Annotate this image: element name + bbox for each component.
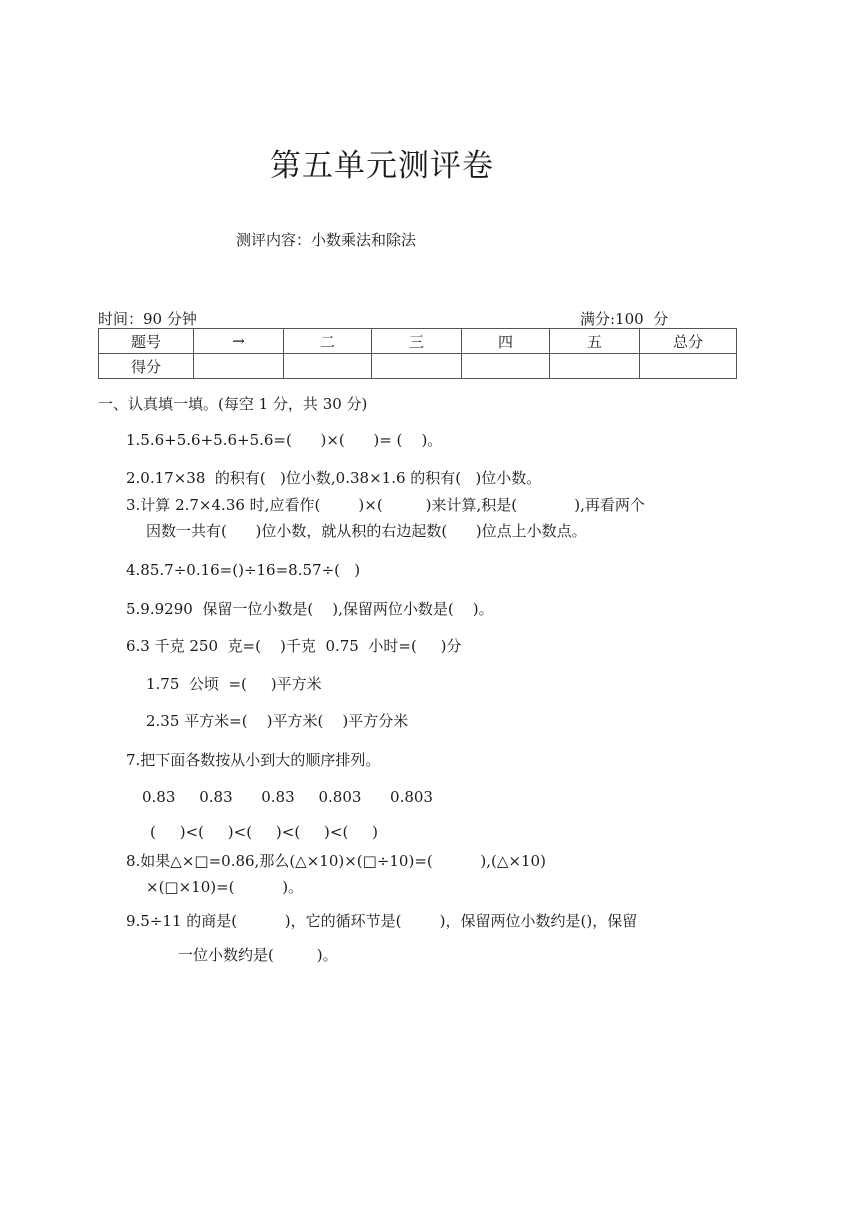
question-3-line-2: 因数一共有( )位小数，就从积的右边起数( )位点上小数点。 <box>146 522 587 540</box>
score-cell[interactable] <box>462 354 550 379</box>
page-title: 第五单元测评卷 <box>270 148 494 184</box>
score-table-header-cell: 题号 <box>99 329 194 354</box>
score-table-score-row <box>99 354 737 379</box>
question-8-line-1: 8.如果△×□=0.86,那么(△×10)×(□÷10)=( ),(△×10) <box>126 852 546 870</box>
score-table-header-cell: → <box>194 329 284 354</box>
section-heading: 一、认真填一填。(每空 1 分，共 30 分) <box>98 395 368 413</box>
question-4: 4.85.7÷0.16=()÷16=8.57÷( ) <box>126 561 361 579</box>
question-9-line-2: 一位小数约是( )。 <box>178 946 338 964</box>
question-2: 2.0.17×38 的积有( )位小数,0.38×1.6 的积有( )位小数。 <box>126 469 542 487</box>
score-table-header-cell: 五 <box>550 329 640 354</box>
question-6-line-1: 6.3 千克 250 克=( )千克 0.75 小时=( )分 <box>126 637 462 655</box>
test-content-subtitle: 测评内容：小数乘法和除法 <box>236 231 417 249</box>
question-6-line-3: 2.35 平方米=( )平方米( )平方分米 <box>146 712 409 730</box>
full-score-label: 满分:100 分 <box>580 310 669 328</box>
question-7-blanks: ( )<( )<( )<( )<( ) <box>150 823 378 841</box>
score-table-header-cell: 三 <box>372 329 462 354</box>
question-3-line-1: 3.计算 2.7×4.36 时,应看作( )×( )来计算,积是( ),再看两个 <box>126 496 645 514</box>
question-7-numbers: 0.83 0.83 0.83 0.803 0.803 <box>142 788 433 806</box>
question-5: 5.9.9290 保留一位小数是( ),保留两位小数是( )。 <box>126 600 494 618</box>
score-table <box>98 328 737 379</box>
score-cell[interactable] <box>550 354 640 379</box>
score-cell[interactable] <box>372 354 462 379</box>
score-table-header-cell: 四 <box>462 329 550 354</box>
score-cell[interactable] <box>640 354 737 379</box>
question-1: 1.5.6+5.6+5.6+5.6=( )×( )= ( )。 <box>126 431 443 449</box>
score-table-header-cell: 总分 <box>640 329 737 354</box>
question-8-line-2: ×(□×10)=( )。 <box>146 878 304 896</box>
question-7: 7.把下面各数按从小到大的顺序排列。 <box>126 751 381 769</box>
time-label: 时间：90 分钟 <box>98 310 197 328</box>
score-row-label: 得分 <box>99 354 194 379</box>
score-table-header-row <box>99 329 737 354</box>
score-cell[interactable] <box>284 354 372 379</box>
question-6-line-2: 1.75 公顷 =( )平方米 <box>146 675 322 693</box>
question-9-line-1: 9.5÷11 的商是( )，它的循环节是( )，保留两位小数约是()，保留 <box>126 912 638 930</box>
score-table-header-cell: 二 <box>284 329 372 354</box>
score-cell[interactable] <box>194 354 284 379</box>
